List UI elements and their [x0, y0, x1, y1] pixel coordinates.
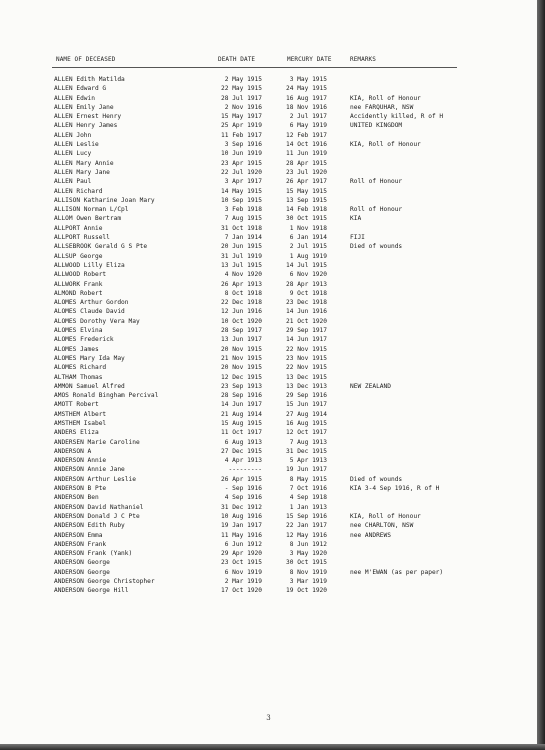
remarks: nee ANDREWS — [350, 531, 391, 539]
mercury-date: 23 Jul 1920 — [286, 168, 327, 176]
death-date: 31 Dec 1912 — [221, 503, 262, 511]
mercury-date: 13 Sep 1915 — [286, 196, 327, 204]
deceased-name: ALLISON Norman L/Cpl — [54, 206, 129, 214]
list-item — [0, 205, 537, 214]
list-item — [0, 438, 537, 447]
mercury-date: 31 Dec 1915 — [286, 447, 327, 455]
deceased-name: ALLEN Mary Annie — [54, 159, 114, 167]
list-item — [0, 252, 537, 261]
deceased-name: ALLEN Lucy — [54, 150, 92, 158]
death-date: 31 Jul 1919 — [221, 252, 262, 260]
mercury-date: 16 Aug 1915 — [286, 419, 327, 427]
mercury-date: 22 Jan 1917 — [286, 522, 327, 530]
mercury-date: 11 Jun 1919 — [286, 150, 327, 158]
list-item — [0, 214, 537, 223]
death-date: 26 Apr 1913 — [221, 280, 262, 288]
list-item — [0, 159, 537, 168]
death-date: 11 Oct 1917 — [221, 429, 262, 437]
list-item — [0, 419, 537, 428]
mercury-date: 14 Jun 1917 — [286, 336, 327, 344]
death-date: 29 Apr 1920 — [221, 550, 262, 558]
deceased-list — [0, 75, 537, 596]
list-item — [0, 540, 537, 549]
list-item — [0, 261, 537, 270]
list-item — [0, 558, 537, 567]
death-date: 23 Apr 1915 — [221, 159, 262, 167]
page-number: 3 — [266, 714, 271, 722]
death-date: 22 Dec 1918 — [221, 299, 262, 307]
death-date: 7 Aug 1915 — [224, 215, 262, 223]
list-item — [0, 456, 537, 465]
deceased-name: ALLPORT Annie — [54, 224, 103, 232]
list-item — [0, 196, 537, 205]
mercury-date: 5 Apr 1913 — [289, 457, 327, 465]
deceased-name: ALLEN Emily Jane — [54, 103, 114, 111]
death-date: 11 Feb 1917 — [221, 131, 262, 139]
deceased-name: ANDERSON Frank (Yank) — [54, 550, 133, 558]
deceased-name: AMMON Samuel Alfred — [54, 382, 125, 390]
remarks: Died of wounds — [350, 475, 403, 483]
mercury-date: 14 Jun 1916 — [286, 308, 327, 316]
mercury-date: 21 Oct 1920 — [286, 317, 327, 325]
death-date: 10 Aug 1916 — [221, 512, 262, 520]
death-date: 3 Feb 1918 — [224, 206, 262, 214]
deceased-name: ANDERSON George — [54, 568, 110, 576]
deceased-name: ALLEN Richard — [54, 187, 103, 195]
death-date: 20 Nov 1915 — [221, 364, 262, 372]
deceased-name: ANDERSON George — [54, 559, 110, 567]
list-item — [0, 112, 537, 121]
mercury-date: 6 Jan 1914 — [289, 234, 327, 242]
death-date: 6 Aug 1913 — [224, 438, 262, 446]
death-date: 6 Nov 1919 — [224, 568, 262, 576]
list-item — [0, 131, 537, 140]
mercury-date: 8 Jun 1912 — [289, 540, 327, 548]
list-item — [0, 382, 537, 391]
mercury-date: 12 Feb 1917 — [286, 131, 327, 139]
deceased-name: ANDERSON B Pte — [54, 485, 107, 493]
deceased-name: ANDERSON Edith Ruby — [54, 522, 125, 530]
death-date: 12 Dec 1915 — [221, 373, 262, 381]
mercury-date: 3 May 1915 — [289, 76, 327, 83]
mercury-date: 22 Nov 1915 — [286, 364, 327, 372]
mercury-date: 6 May 1919 — [289, 122, 327, 130]
deceased-name: ALLWOOD Robert — [54, 271, 107, 279]
list-item — [0, 140, 537, 149]
death-date: 4 Apr 1913 — [224, 457, 262, 465]
mercury-date: 24 May 1915 — [286, 85, 327, 93]
deceased-name: ANDERS Eliza — [54, 429, 99, 437]
mercury-date: 14 Oct 1916 — [286, 141, 327, 149]
deceased-name: ANDERSEN Marie Caroline — [54, 438, 140, 446]
deceased-name: ALLEN Edwin — [54, 94, 95, 102]
deceased-name: ANDERSON A — [54, 447, 92, 455]
death-date: 21 Nov 1915 — [221, 354, 262, 362]
mercury-date: 12 Oct 1917 — [286, 429, 327, 437]
deceased-name: ALOMES Dorothy Vera May — [54, 317, 140, 325]
list-item — [0, 75, 537, 84]
death-date: 3 Sep 1916 — [224, 141, 262, 149]
deceased-name: ALLOM Owen Bertram — [54, 215, 122, 223]
list-item — [0, 317, 537, 326]
deceased-name: ALLISON Katharine Joan Mary — [54, 196, 155, 204]
scan-edge-right — [537, 0, 545, 750]
mercury-date: 7 Oct 1916 — [289, 485, 327, 493]
deceased-name: ANDERSON Emma — [54, 531, 103, 539]
remarks: KIA 3-4 Sep 1916, R of H — [350, 485, 440, 493]
mercury-date: 6 Nov 1920 — [289, 271, 327, 279]
list-item — [0, 503, 537, 512]
death-date: 28 Sep 1917 — [221, 327, 262, 335]
remarks: UNITED KINGDOM — [350, 122, 403, 130]
remarks: nee FARQUHAR, NSW — [350, 103, 414, 111]
list-item — [0, 103, 537, 112]
list-item — [0, 363, 537, 372]
death-date: 10 Sep 1915 — [221, 196, 262, 204]
remarks: NEW ZEALAND — [350, 382, 391, 390]
remarks: Roll of Honour — [350, 206, 403, 214]
death-date: 6 Jun 1912 — [224, 540, 262, 548]
death-date: 4 Nov 1920 — [224, 271, 262, 279]
mercury-date: 28 Apr 1913 — [286, 280, 327, 288]
list-item — [0, 577, 537, 586]
list-item — [0, 428, 537, 437]
deceased-name: ALLEN Leslie — [54, 141, 99, 149]
list-item — [0, 121, 537, 130]
scan-edge-bottom — [0, 744, 545, 750]
remarks: Accidently killed, R of H — [350, 113, 444, 121]
list-item — [0, 493, 537, 502]
deceased-name: ANDERSON David Nathaniel — [54, 503, 144, 511]
deceased-name: AMOS Ronald Bingham Percival — [54, 392, 159, 400]
mercury-date: 1 Nov 1918 — [289, 224, 327, 232]
list-item — [0, 233, 537, 242]
mercury-date: 3 May 1920 — [289, 550, 327, 558]
mercury-date: 1 Aug 1919 — [289, 252, 327, 260]
list-item — [0, 168, 537, 177]
list-item — [0, 326, 537, 335]
death-date: 13 Jun 1917 — [221, 336, 262, 344]
list-item — [0, 484, 537, 493]
deceased-name: AMOTT Robert — [54, 401, 99, 409]
deceased-name: ANDERSON Annie Jane — [54, 466, 125, 474]
list-item — [0, 447, 537, 456]
mercury-date: 18 Nov 1916 — [286, 103, 327, 111]
deceased-name: ALOMES Claude David — [54, 308, 125, 316]
list-item — [0, 298, 537, 307]
death-date: 15 Aug 1915 — [221, 419, 262, 427]
death-date: 20 Nov 1915 — [221, 345, 262, 353]
mercury-date: 15 Jun 1917 — [286, 401, 327, 409]
death-date: 2 Mar 1919 — [224, 578, 262, 586]
deceased-name: ALOMES Richard — [54, 364, 107, 372]
deceased-name: ALOMES Mary Ida May — [54, 354, 125, 362]
deceased-name: ALLEN Paul — [54, 178, 92, 186]
deceased-name: ALOMES Frederick — [54, 336, 114, 344]
death-date: 25 Apr 1919 — [221, 122, 262, 130]
mercury-date: 8 May 1915 — [289, 475, 327, 483]
deceased-name: ALTHAM Thomas — [54, 373, 103, 381]
list-item — [0, 410, 537, 419]
death-date: 19 Jan 1917 — [221, 522, 262, 530]
header-remarks: REMARKS — [350, 56, 376, 63]
deceased-name: AMSTHEM Albert — [54, 410, 107, 418]
remarks: KIA, Roll of Honour — [350, 512, 421, 520]
remarks: Died of wounds — [350, 243, 403, 251]
list-item — [0, 568, 537, 577]
mercury-date: 12 May 1916 — [286, 531, 327, 539]
list-item — [0, 149, 537, 158]
deceased-name: ALLEN Mary Jane — [54, 168, 110, 176]
mercury-date: 27 Aug 1914 — [286, 410, 327, 418]
mercury-date: 4 Sep 1918 — [289, 494, 327, 502]
list-item — [0, 94, 537, 103]
deceased-name: ALOMES James — [54, 345, 99, 353]
death-date: 27 Dec 1915 — [221, 447, 262, 455]
death-date: 26 Apr 1915 — [221, 475, 262, 483]
mercury-date: 26 Apr 1917 — [286, 178, 327, 186]
deceased-name: ALLWOOD Lilly Eliza — [54, 261, 125, 269]
deceased-name: ALLWORK Frank — [54, 280, 103, 288]
mercury-date: 15 Sep 1916 — [286, 512, 327, 520]
remarks: nee CHARLTON, NSW — [350, 522, 414, 530]
mercury-date: 7 Aug 1913 — [289, 438, 327, 446]
mercury-date: 30 Oct 1915 — [286, 215, 327, 223]
list-item — [0, 586, 537, 595]
mercury-date: 29 Sep 1917 — [286, 327, 327, 335]
mercury-date: 3 Mar 1919 — [289, 578, 327, 586]
list-item — [0, 391, 537, 400]
death-date: 23 Sep 1913 — [221, 382, 262, 390]
death-date: 15 May 1917 — [221, 113, 262, 121]
list-item — [0, 354, 537, 363]
mercury-date: 29 Sep 1916 — [286, 392, 327, 400]
death-date: --------- — [228, 466, 262, 474]
list-item — [0, 335, 537, 344]
mercury-date: 19 Jun 1917 — [286, 466, 327, 474]
death-date: 22 Jul 1920 — [221, 168, 262, 176]
death-date: 14 Jun 1917 — [221, 401, 262, 409]
mercury-date: 13 Dec 1915 — [286, 373, 327, 381]
death-date: 8 Oct 1918 — [224, 289, 262, 297]
list-item — [0, 475, 537, 484]
death-date: 10 Oct 1920 — [221, 317, 262, 325]
mercury-date: 2 Jul 1915 — [289, 243, 327, 251]
remarks: nee M'EWAN (as per paper) — [350, 568, 444, 576]
death-date: 31 Oct 1918 — [221, 224, 262, 232]
header-mercury-date: MERCURY DATE — [287, 56, 332, 63]
header-rule — [52, 67, 457, 68]
death-date: 28 Sep 1916 — [221, 392, 262, 400]
list-item — [0, 280, 537, 289]
deceased-name: ANDERSON Annie — [54, 457, 107, 465]
death-date: 14 May 1915 — [221, 187, 262, 195]
death-date: - Sep 1916 — [224, 485, 262, 493]
remarks: KIA, Roll of Honour — [350, 141, 421, 149]
deceased-name: ALLEN Henry James — [54, 122, 118, 130]
death-date: 2 Nov 1916 — [224, 103, 262, 111]
header-name-of-deceased: NAME OF DECEASED — [56, 56, 116, 63]
mercury-date: 2 Jul 1917 — [289, 113, 327, 121]
death-date: 3 Apr 1917 — [224, 178, 262, 186]
deceased-name: ALLPORT Russell — [54, 234, 110, 242]
death-date: 22 May 1915 — [221, 85, 262, 93]
deceased-name: ALMOND Robert — [54, 289, 103, 297]
deceased-name: ALOMES Elvina — [54, 327, 103, 335]
death-date: 10 Jun 1919 — [221, 150, 262, 158]
deceased-name: ALLEN John — [54, 131, 92, 139]
deceased-name: ALLEN Ernest Henry — [54, 113, 122, 121]
remarks: KIA — [350, 215, 362, 223]
death-date: 17 Oct 1920 — [221, 587, 262, 595]
list-item — [0, 177, 537, 186]
list-item — [0, 373, 537, 382]
list-item — [0, 465, 537, 474]
header-death-date: DEATH DATE — [218, 56, 256, 63]
list-item — [0, 400, 537, 409]
mercury-date: 22 Nov 1915 — [286, 345, 327, 353]
remarks: KIA, Roll of Honour — [350, 94, 421, 102]
death-date: 4 Sep 1916 — [224, 494, 262, 502]
deceased-name: ANDERSON Frank — [54, 540, 107, 548]
list-item — [0, 307, 537, 316]
deceased-name: ALOMES Arthur Gordon — [54, 299, 129, 307]
deceased-name: AMSTHEM Isabel — [54, 419, 107, 427]
list-item — [0, 531, 537, 540]
mercury-date: 19 Oct 1920 — [286, 587, 327, 595]
list-item — [0, 224, 537, 233]
list-item — [0, 521, 537, 530]
death-date: 11 May 1916 — [221, 531, 262, 539]
death-date: 13 Jul 1915 — [221, 261, 262, 269]
deceased-name: ALLEN Edward G — [54, 85, 107, 93]
mercury-date: 1 Jan 1913 — [289, 503, 327, 511]
death-date: 12 Jun 1916 — [221, 308, 262, 316]
mercury-date: 30 Oct 1915 — [286, 559, 327, 567]
mercury-date: 16 Aug 1917 — [286, 94, 327, 102]
deceased-name: ANDERSON George Christopher — [54, 578, 155, 586]
mercury-date: 23 Nov 1915 — [286, 354, 327, 362]
death-date: 2 May 1915 — [224, 76, 262, 83]
deceased-name: ALLSUP George — [54, 252, 103, 260]
mercury-date: 13 Dec 1913 — [286, 382, 327, 390]
death-date: 7 Jan 1914 — [224, 234, 262, 242]
list-item — [0, 187, 537, 196]
deceased-name: ANDERSON George Hill — [54, 587, 129, 595]
death-date: 20 Jun 1915 — [221, 243, 262, 251]
deceased-name: ANDERSON Ben — [54, 494, 99, 502]
list-item — [0, 345, 537, 354]
list-item — [0, 512, 537, 521]
deceased-name: ALLEN Edith Matilda — [54, 76, 125, 83]
remarks: Roll of Honour — [350, 178, 403, 186]
death-date: 23 Oct 1915 — [221, 559, 262, 567]
deceased-name: ANDERSON Donald J C Pte — [54, 512, 140, 520]
list-item — [0, 549, 537, 558]
list-item — [0, 270, 537, 279]
deceased-name: ANDERSON Arthur Leslie — [54, 475, 136, 483]
mercury-date: 28 Apr 1915 — [286, 159, 327, 167]
list-item — [0, 242, 537, 251]
mercury-date: 14 Jul 1915 — [286, 261, 327, 269]
death-date: 28 Jul 1917 — [221, 94, 262, 102]
list-item — [0, 84, 537, 93]
list-item — [0, 289, 537, 298]
death-date: 21 Aug 1914 — [221, 410, 262, 418]
mercury-date: 8 Nov 1919 — [289, 568, 327, 576]
mercury-date: 14 Feb 1918 — [286, 206, 327, 214]
remarks: FIJI — [350, 234, 365, 242]
deceased-name: ALLSEBROOK Gerald G S Pte — [54, 243, 148, 251]
mercury-date: 23 Dec 1918 — [286, 299, 327, 307]
mercury-date: 15 May 1915 — [286, 187, 327, 195]
mercury-date: 9 Oct 1918 — [289, 289, 327, 297]
